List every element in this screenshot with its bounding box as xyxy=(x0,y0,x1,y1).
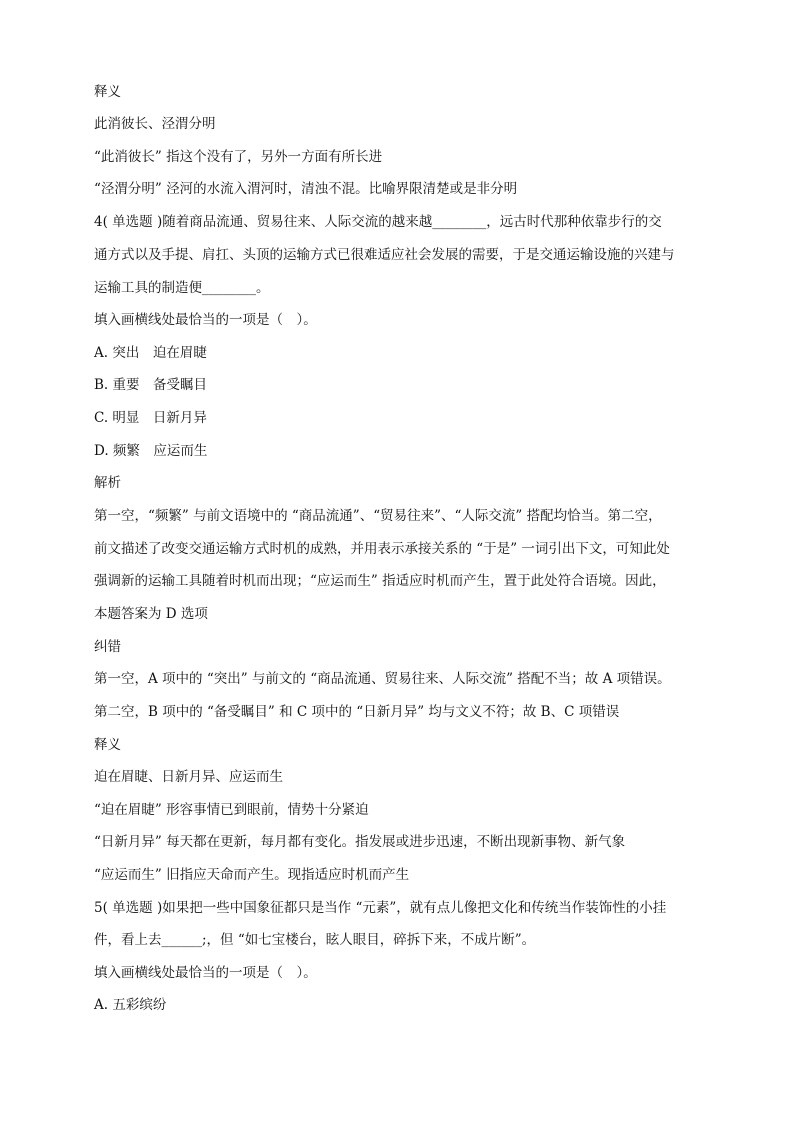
idiom-definition: “此消彼长” 指这个没有了，另外一方面有所长进 xyxy=(94,149,383,165)
heading-jiexi: 解析 xyxy=(94,475,121,491)
option-a: A. 五彩缤纷 xyxy=(94,997,167,1013)
option-c: C. 明显 日新月异 xyxy=(94,410,207,426)
question-5-stem: 5( 单选题 )如果把一些中国象征都只是当作 “元素”，就有点儿像把文化和传统当作装饰性的小挂 xyxy=(94,900,667,916)
correction-text: 第一空，A 项中的 “突出” 与前文的 “商品流通、贸易往来、人际交流” 搭配不当；故 A 项错误。 xyxy=(94,671,671,687)
analysis-text: 强调新的运输工具随着时机而出现；“应运而生” 指适应时机而产生，置于此处符合语境。因此， xyxy=(94,573,666,589)
question-5-prompt: 填入画横线处最恰当的一项是（ ）。 xyxy=(94,965,317,981)
idiom-definition: “迫在眉睫” 形容事情已到眼前，情势十分紧迫 xyxy=(94,802,369,818)
idiom-list: 迫在眉睫、日新月异、应运而生 xyxy=(94,769,283,785)
idiom-list: 此消彼长、泾渭分明 xyxy=(94,116,216,132)
analysis-answer: 本题答案为 D 选项 xyxy=(94,606,208,622)
heading-shiyi: 释义 xyxy=(94,737,121,753)
question-4-stem: 运输工具的制造便________。 xyxy=(94,280,270,296)
question-4-stem: 通方式以及手提、肩扛、头顶的运输方式已很难适应社会发展的需要，于是交通运输设施的兴建与 xyxy=(94,247,675,263)
correction-text: 第二空，B 项中的 “备受瞩目” 和 C 项中的 “日新月异” 均与文义不符；故 B、C 项错误 xyxy=(94,704,620,720)
analysis-text: 前文描述了改变交通运输方式时机的成熟，并用表示承接关系的 “于是” 一词引出下文，可知此处 xyxy=(94,541,670,557)
question-5-stem: 件，看上去______;，但 “如七宝楼台，眩人眼目，碎拆下来，不成片断”。 xyxy=(94,932,536,948)
idiom-definition: “泾渭分明” 泾河的水流入渭河时，清浊不混。比喻界限清楚或是非分明 xyxy=(94,181,518,197)
option-d: D. 频繁 应运而生 xyxy=(94,443,208,459)
analysis-text: 第一空，“频繁” 与前文语境中的 “商品流通”、“贸易往来”、“人际交流” 搭配均恰当。第二空， xyxy=(94,508,662,524)
heading-jiucuo: 纠错 xyxy=(94,639,121,655)
heading-shiyi: 释义 xyxy=(94,84,121,100)
idiom-definition: “应运而生” 旧指应天命而产生。现指适应时机而产生 xyxy=(94,867,410,883)
idiom-definition: “日新月异” 每天都在更新，每月都有变化。指发展或进步迅速，不断出现新事物、新气象 xyxy=(94,834,626,850)
question-4-stem: 4( 单选题 )随着商品流通、贸易往来、人际交流的越来越________，远古时代那种依靠步行的交 xyxy=(94,214,662,230)
question-4-prompt: 填入画横线处最恰当的一项是（ ）。 xyxy=(94,312,317,328)
option-a: A. 突出 迫在眉睫 xyxy=(94,345,207,361)
option-b: B. 重要 备受瞩目 xyxy=(94,377,208,393)
